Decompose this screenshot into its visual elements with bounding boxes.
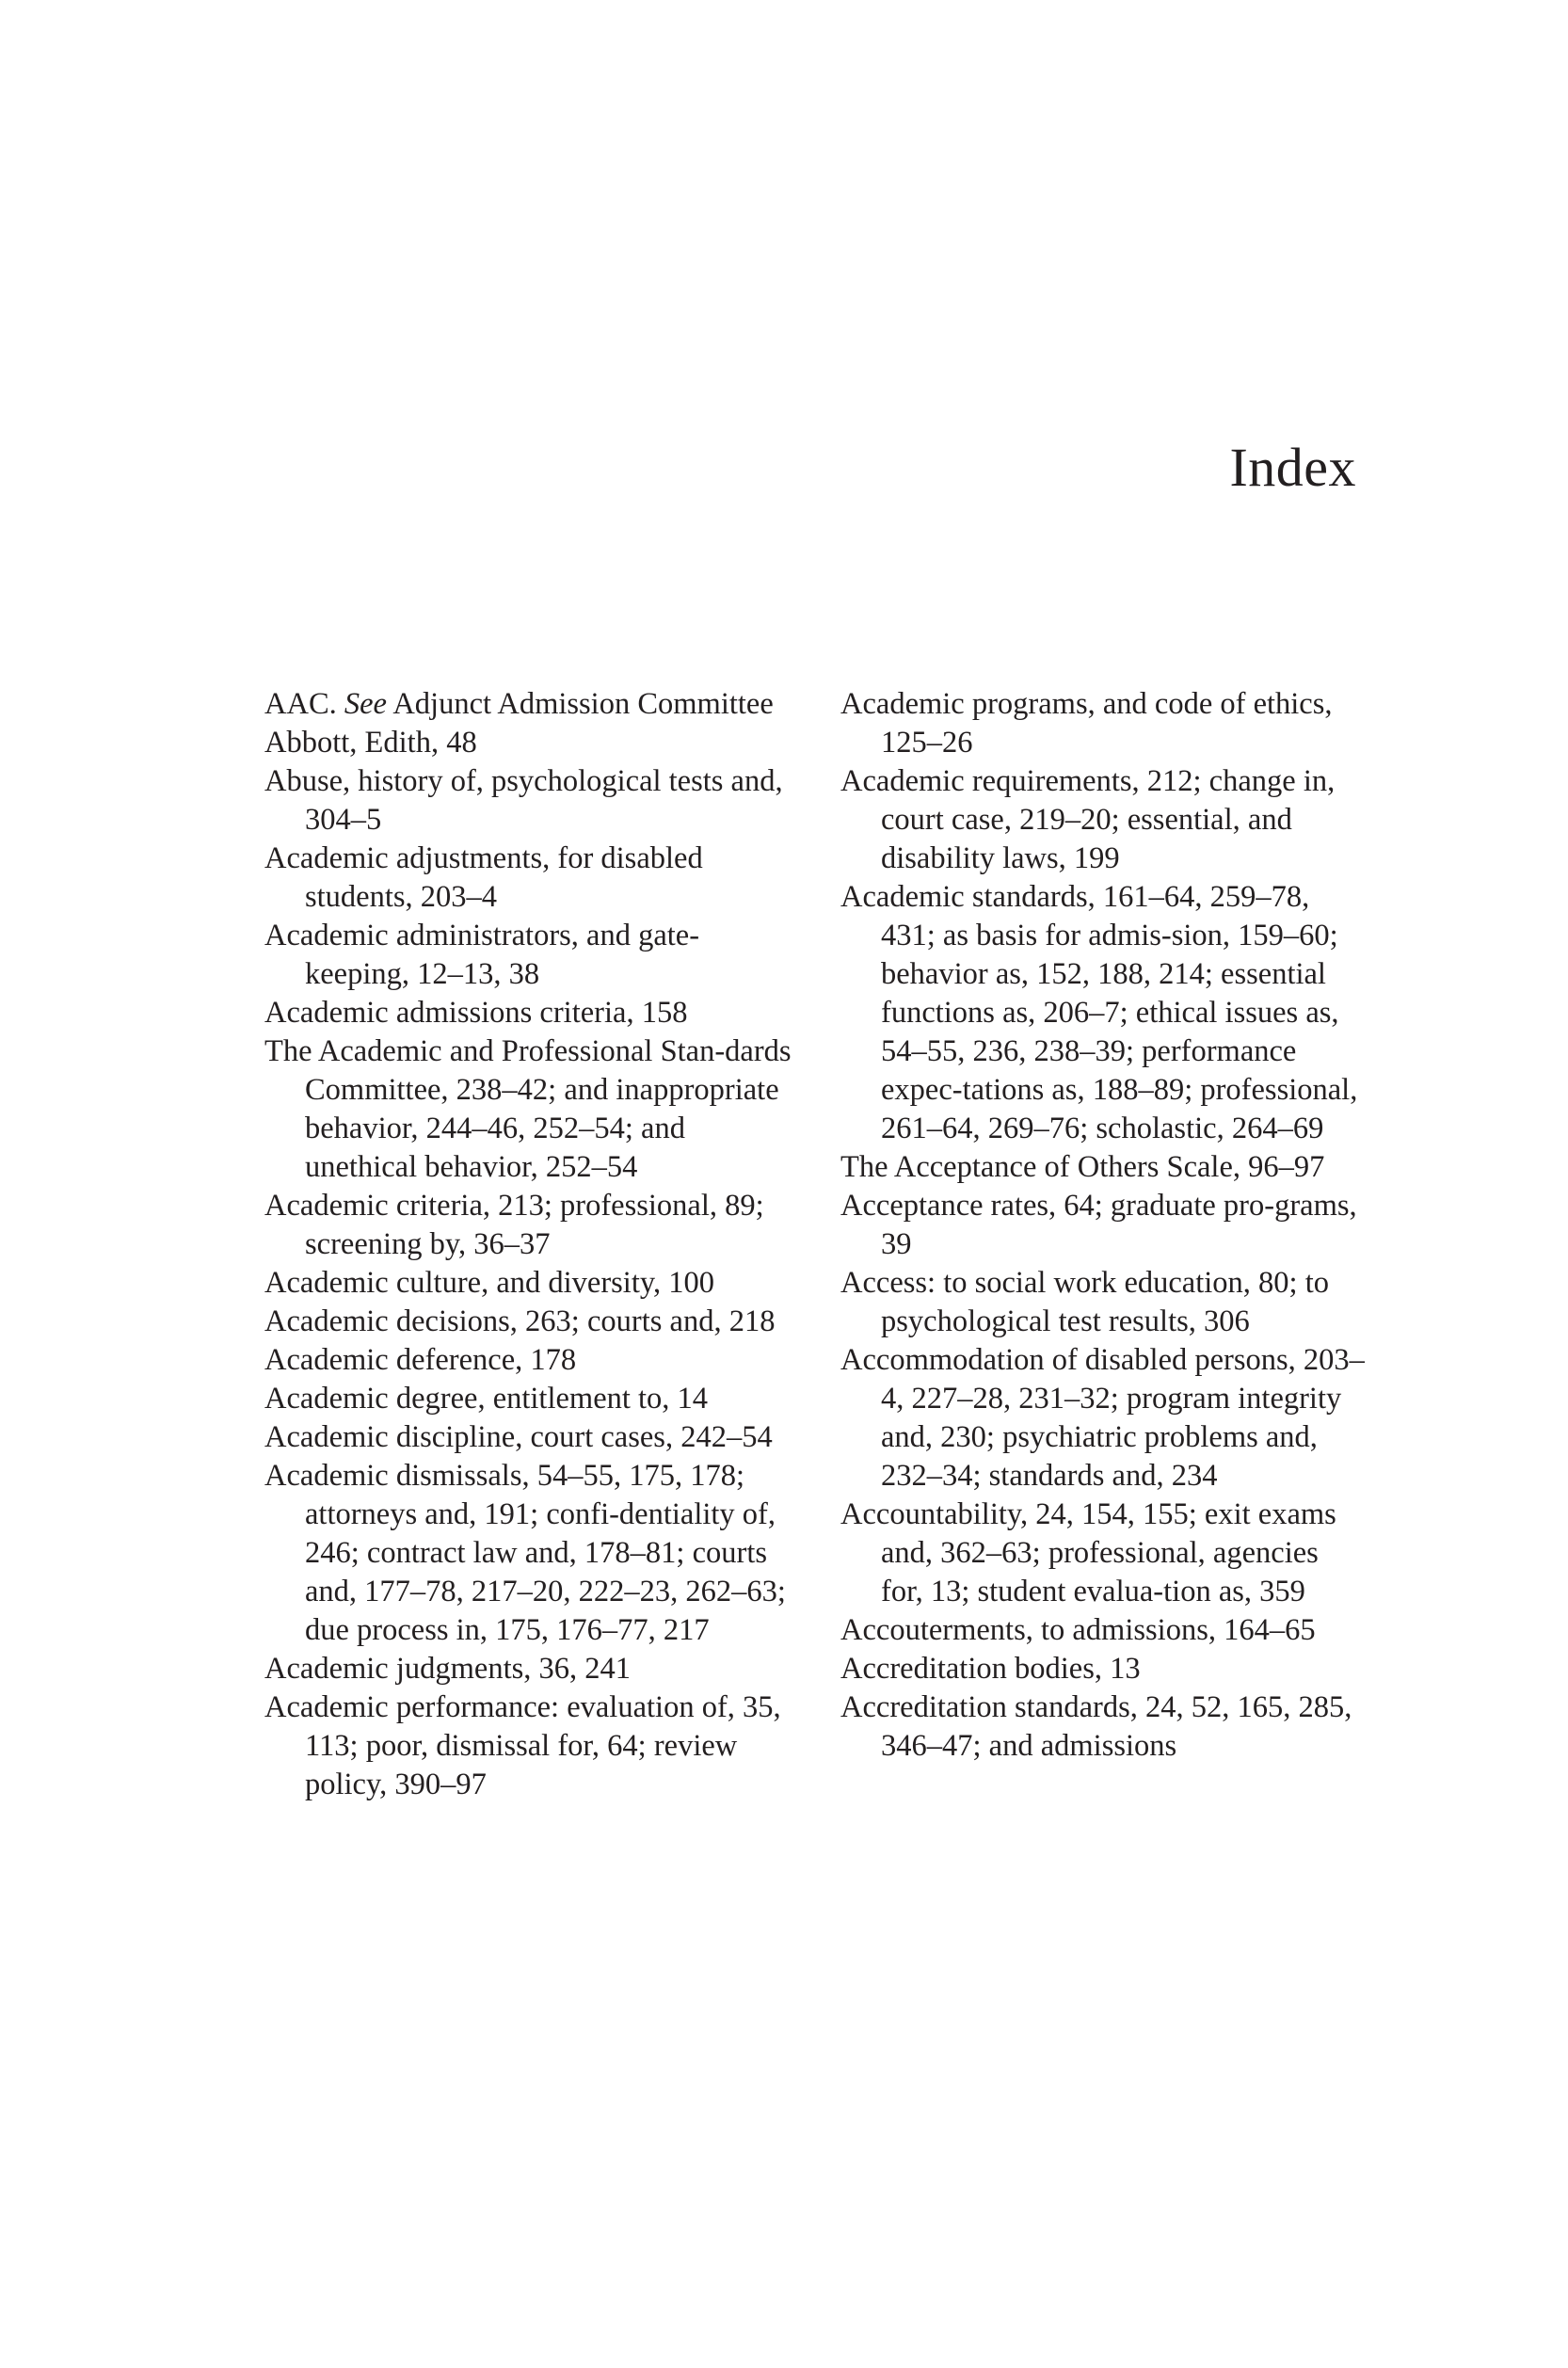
- index-entry: Accreditation standards, 24, 52, 165, 285, 346–47; and admissions: [840, 1690, 1352, 1763]
- index-entry: Academic requirements, 212; change in, court case, 219–20; essential, and disability laws, 199: [840, 764, 1336, 875]
- index-entry: Abbott, Edith, 48: [264, 726, 477, 760]
- index-entry: Accommodation of disabled persons, 203–4, 227–28, 231–32; program integrity and, 230; psychiatric problems and, 232–34; standards and, 234: [840, 1343, 1365, 1493]
- index-entry: Academic performance: evaluation of, 35, 113; poor, dismissal for, 64; review policy, 390–97: [264, 1690, 781, 1801]
- index-entry: The Academic and Professional Stan-dards Committee, 238–42; and inappropriate behavior, 244–46, 252–54; and unethical behavior, 252–54: [264, 1034, 792, 1184]
- index-entry: Academic admissions criteria, 158: [264, 996, 688, 1030]
- index-entry: Accountability, 24, 154, 155; exit exams and, 362–63; professional, agencies for, 13; student evalua-tion as, 359: [840, 1497, 1336, 1608]
- index-entry: Academic dismissals, 54–55, 175, 178; attorneys and, 191; confi-dentiality of, 246; contract law and, 178–81; courts and, 177–78, 217–20, 222–23, 262–63; due process in, 175, 176–77, 217: [264, 1459, 786, 1647]
- index-entry: The Acceptance of Others Scale, 96–97: [840, 1150, 1325, 1184]
- index-entry: Accouterments, to admissions, 164–65: [840, 1613, 1316, 1647]
- index-entry: Academic judgments, 36, 241: [264, 1652, 632, 1686]
- index-column-right: [840, 685, 1368, 1766]
- index-entry: Academic standards, 161–64, 259–78, 431; as basis for admis-sion, 159–60; behavior as, 152, 188, 214; essential functions as, 206–7; ethical issues as, 54–55, 236, 238–39; performance expec-tations as, 188–89; professional, 261–64, 269–76; scholastic, 264–69: [840, 880, 1358, 1145]
- index-entry: Academic adjustments, for disabled students, 203–4: [264, 841, 703, 914]
- index-entry: Access: to social work education, 80; to psychological test results, 306: [840, 1266, 1329, 1338]
- see-reference: See: [344, 687, 387, 721]
- index-entry: Academic discipline, court cases, 242–54: [264, 1420, 773, 1454]
- index-entry: Academic administrators, and gate-keeping, 12–13, 38: [264, 919, 700, 991]
- index-entry: Academic decisions, 263; courts and, 218: [264, 1304, 776, 1338]
- index-entry: Academic deference, 178: [264, 1343, 577, 1377]
- index-column-left: [264, 685, 792, 1804]
- index-entry: [264, 685, 792, 724]
- index-entry: Accreditation bodies, 13: [840, 1652, 1141, 1686]
- index-entry: Academic criteria, 213; professional, 89; screening by, 36–37: [264, 1189, 764, 1261]
- index-entry: Academic degree, entitlement to, 14: [264, 1382, 709, 1416]
- index-entry: Academic culture, and diversity, 100: [264, 1266, 715, 1300]
- index-entry: Academic programs, and code of ethics, 125–26: [840, 687, 1333, 760]
- entry-prefix: AAC.: [264, 687, 344, 721]
- page-title: Index: [1229, 437, 1356, 498]
- index-entry: Abuse, history of, psychological tests and, 304–5: [264, 764, 783, 837]
- entry-text: Adjunct Admission Committee: [386, 687, 774, 721]
- index-entry: Acceptance rates, 64; graduate pro-grams, 39: [840, 1189, 1357, 1261]
